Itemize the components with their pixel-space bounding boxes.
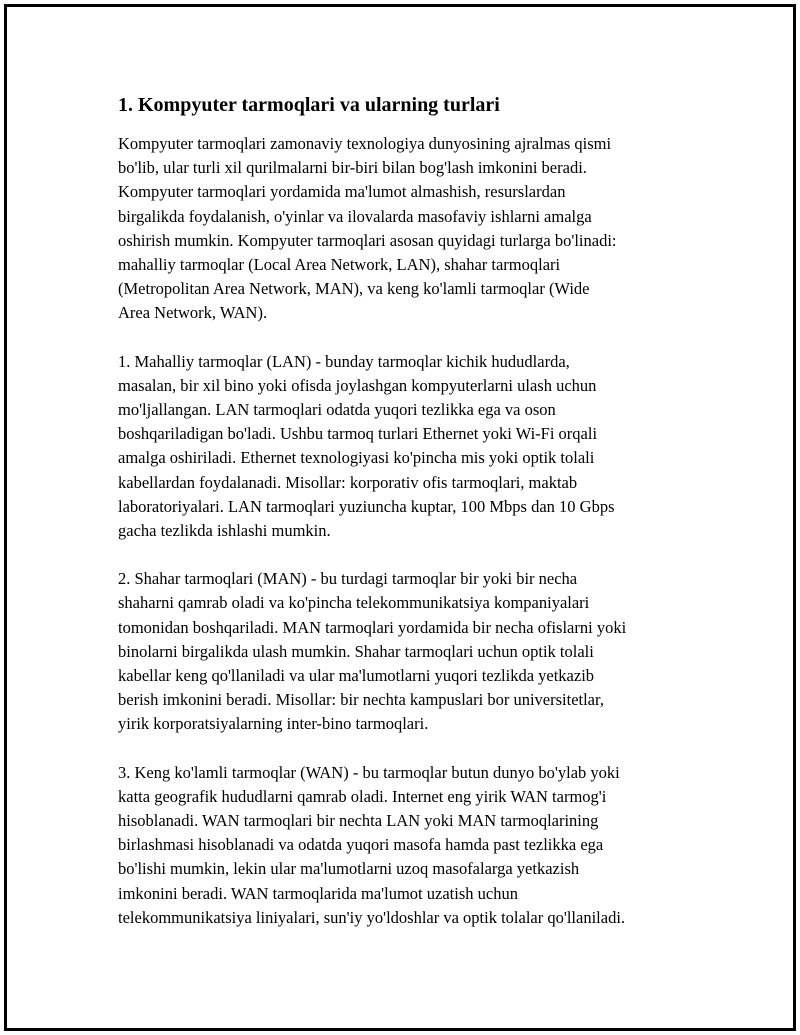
document-body (118, 92, 693, 930)
lan-paragraph: 1. Mahalliy tarmoqlar (LAN) - bunday tarmoqlar kichik hududlarda, masalan, bir xil bino yoki ofisda joylashgan kompyuterlarni ulash uchun mo'ljallangan. LAN tarmoqlari odatda yuqori tezlikka ega va oson boshqariladigan bo'ladi. Ushbu tarmoq turlari Ethernet yoki Wi-Fi orqali amalga oshiriladi. Ethernet texnologiyasi ko'pincha mis yoki optik tolali kabellardan foydalanadi. Misollar: korporativ ofis tarmoqlari, maktab laboratoriyalari. LAN tarmoqlari yuziuncha kuptar, 100 Mbps dan 10 Gbps gacha tezlikda ishlashi mumkin. (118, 351, 615, 541)
intro-paragraph: Kompyuter tarmoqlari zamonaviy texnologiya dunyosining ajralmas qismi bo'lib, ular turli xil qurilmalarni bir-biri bilan bog'lash imkonini beradi. Kompyuter tarmoqlari yordamida ma'lumot almashish, resurslardan birgalikda foydalanish, o'yinlar va ilovalarda masofaviy ishlarni amalga oshirish mumkin. Kompyuter tarmoqlari asosan quyidagi turlarga bo'linadi: mahalliy tarmoqlar (Local Area Network, LAN), shahar tarmoqlari (Metropolitan Area Network, MAN), va keng ko'lamli tarmoqlar (Wide Area Network, WAN). (118, 134, 617, 323)
document-title: 1. Kompyuter tarmoqlari va ularning turlari (118, 94, 500, 116)
man-paragraph: 2. Shahar tarmoqlari (MAN) - bu turdagi tarmoqlar bir yoki bir necha shaharni qamrab oladi va ko'pincha telekommunikatsiya kompaniyalari tomonidan boshqariladi. MAN tarmoqlari yordamida bir necha ofislarni yoki binolarni birgalikda ulash mumkin. Shahar tarmoqlari uchun optik tolali kabellar keng qo'llaniladi va ular ma'lumotlarni yuqori tezlikda yetkazib berish imkonini beradi. Misollar: bir nechta kampuslari bor universitetlar, yirik korporatsiyalarning inter-bino tarmoqlari. (118, 569, 627, 734)
wan-paragraph: 3. Keng ko'lamli tarmoqlar (WAN) - bu tarmoqlar butun dunyo bo'ylab yoki katta geografik hududlarni qamrab oladi. Internet eng yirik WAN tarmog'i hisoblanadi. WAN tarmoqlari bir nechta LAN yoki MAN tarmoqlarining birlashmasi hisoblanadi va odatda yuqori masofa hamda past tezlikka ega bo'lishi mumkin, lekin ular ma'lumotlarni uzoq masofalarga yetkazish imkonini beradi. WAN tarmoqlarida ma'lumot uzatish uchun telekommunikatsiya liniyalari, sun'iy yo'ldoshlar va optik tolalar qo'llaniladi. (118, 762, 626, 927)
